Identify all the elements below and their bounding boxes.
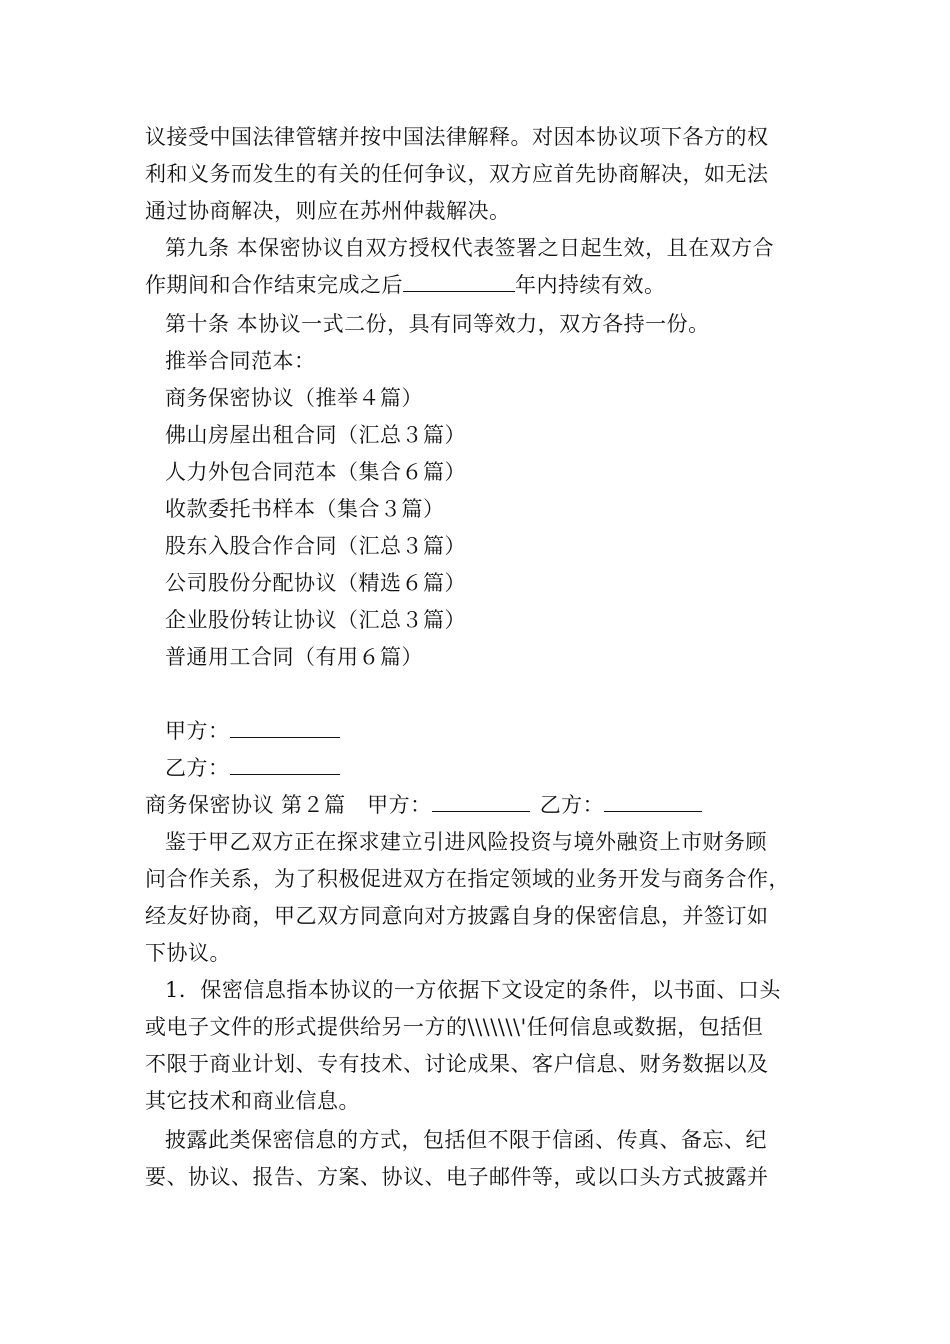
recommend-link[interactable]: 商务保密协议（推举４篇） xyxy=(165,386,423,410)
recommend-link[interactable]: 股东入股合作合同（汇总３篇） xyxy=(165,534,466,558)
article-nine-text: 作期间和合作结束完成之后 xyxy=(145,273,403,297)
second-party-b-label: 乙方： xyxy=(539,793,605,817)
party-b-signature xyxy=(165,754,340,782)
second-article-title xyxy=(145,791,702,819)
clause-one-line: 1．保密信息指本协议的一方依据下文设定的条件，以书面、口头 xyxy=(165,978,781,1002)
recommend-link[interactable]: 收款委托书样本（集合３篇） xyxy=(165,497,445,521)
paragraph-line: 通过协商解决，则应在苏州仲裁解决。 xyxy=(145,199,511,223)
article-ten-line: 第十条 本协议一式二份，具有同等效力，双方各持一份。 xyxy=(165,312,710,336)
party-a-label: 甲方： xyxy=(165,719,230,743)
paragraph-line: 问合作关系，为了积极促进双方在指定领域的业务开发与商务合作， xyxy=(145,867,790,891)
second-party-b-blank xyxy=(604,791,702,812)
recommend-heading: 推举合同范本： xyxy=(165,349,316,373)
recommend-link[interactable]: 公司股份分配协议（精选６篇） xyxy=(165,571,466,595)
paragraph-line: 鉴于甲乙双方正在探求建立引进风险投资与境外融资上市财务顾 xyxy=(165,830,767,854)
article-nine-continuation xyxy=(145,271,666,299)
paragraph-line: 下协议。 xyxy=(145,941,231,965)
article-nine-line: 第九条 本保密协议自双方授权代表签署之日起生效，且在双方合 xyxy=(165,236,775,260)
party-b-blank xyxy=(230,754,340,775)
paragraph-line: 利和义务而发生的有关的任何争议，双方应首先协商解决，如无法 xyxy=(145,162,769,186)
recommend-link[interactable]: 人力外包合同范本（集合６篇） xyxy=(165,460,466,484)
party-a-blank xyxy=(230,717,340,738)
party-b-label: 乙方： xyxy=(165,756,230,780)
paragraph-line: 或电子文件的形式提供给另一方的\\\\\\\'任何信息或数据，包括但 xyxy=(145,1015,764,1039)
paragraph-line: 其它技术和商业信息。 xyxy=(145,1089,360,1113)
second-party-a-blank xyxy=(432,791,530,812)
article-nine-text-end: 年内持续有效。 xyxy=(515,273,666,297)
paragraph-line: 议接受中国法律管辖并按中国法律解释。对因本协议项下各方的权 xyxy=(145,125,769,149)
paragraph-line: 披露此类保密信息的方式，包括但不限于信函、传真、备忘、纪 xyxy=(165,1128,767,1152)
years-blank xyxy=(403,271,515,292)
paragraph-line: 要、协议、报告、方案、协议、电子邮件等，或以口头方式披露并 xyxy=(145,1165,769,1189)
paragraph-line: 不限于商业计划、专有技术、讨论成果、客户信息、财务数据以及 xyxy=(145,1052,769,1076)
recommend-link[interactable]: 企业股份转让协议（汇总３篇） xyxy=(165,608,466,632)
recommend-link[interactable]: 佛山房屋出租合同（汇总３篇） xyxy=(165,423,466,447)
second-article-heading: 商务保密协议 第２篇 甲方： xyxy=(145,793,432,817)
paragraph-line: 经友好协商，甲乙双方同意向对方披露自身的保密信息，并签订如 xyxy=(145,904,769,928)
recommend-link[interactable]: 普通用工合同（有用６篇） xyxy=(165,645,423,669)
party-a-signature xyxy=(165,717,340,745)
